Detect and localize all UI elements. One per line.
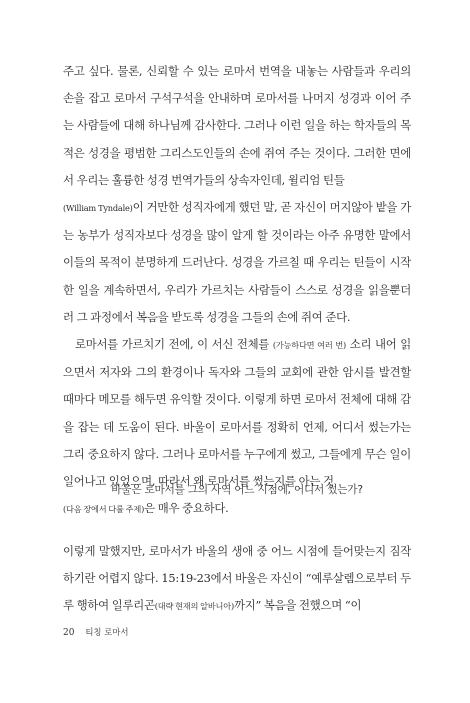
paragraph-text: 은 매우 중요하다. bbox=[144, 501, 229, 516]
paragraph bbox=[63, 331, 411, 495]
body-text bbox=[63, 58, 411, 523]
paragraph-note: (대략 현재의 알바니아) bbox=[154, 601, 234, 612]
body-text-continued bbox=[63, 538, 411, 621]
paragraph bbox=[63, 495, 411, 523]
paragraph-note: (가능하다면 여러 번) bbox=[272, 340, 347, 351]
paragraph bbox=[63, 194, 411, 331]
paragraph-text: 이 거만한 성직자에게 했던 말, 곧 자신이 머지않아 밭을 가는 농부가 성직자보다 성경을 많이 알게 할 것이라는 아주 유명한 말에서 이들의 목적이 분명하게 드러난다. 성경을 가르칠 때 우리는 틴들이 시작한 일을 계속하면서, 우리가 가르치는 사람들이 스스로 성경을 읽을뿐더러 그 과정에서 복음을 받도록 성경을 그들의 손에 쥐여 준다. bbox=[63, 200, 411, 324]
page-footer bbox=[63, 626, 128, 638]
paragraph-note: (William Tyndale) bbox=[63, 203, 133, 214]
paragraph-text: 소리 내어 읽으면서 저자와 그의 환경이나 독자와 그들의 교회에 관한 암시를 발견할 때마다 메모를 해두면 유익할 것이다. 이렇게 하면 로마서 전체에 대해 감을 잡는 데 도움이 된다. 바울이 로마서를 정확히 언제, 어디서 썼는가는 그리 중요하지 않다. 그러나 로마서를 누구에게 썼고, 그들에게 무슨 일이 일어나고 있었으며, 따라서 왜 로마서를 썼는지를 아는 것 bbox=[63, 337, 411, 489]
page-number: 20 bbox=[63, 628, 75, 638]
paragraph bbox=[63, 538, 411, 621]
running-title: 티칭 로마서 bbox=[85, 627, 129, 637]
paragraph-note: (다음 장에서 다룰 주제) bbox=[63, 504, 145, 515]
paragraph-text: 이렇게 말했지만, 로마서가 바울의 생애 중 어느 시점에 들어맞는지 짐작하기란 어렵지 않다. 15:19-23에서 바울은 자신이 “예루살렘으로부터 두루 행하여 일루리곤 bbox=[63, 544, 411, 613]
paragraph-text: 주고 싶다. 물론, 신뢰할 수 있는 로마서 번역을 내놓는 사람들과 우리의 손을 잡고 로마서 구석구석을 안내하며 로마서를 나머지 성경과 이어 주는 사람들에 대해 하나님께 감사한다. 그러나 이런 일을 하는 학자들의 목적은 성경을 평범한 그리스도인들의 손에 쥐여 주는 것이다. 그러한 면에서 우리는 훌륭한 성경 번역가들의 상속자인데, 윌리엄 틴들 bbox=[63, 64, 411, 187]
paragraph-text: 까지” 복음을 전했으며 “이 bbox=[233, 598, 362, 613]
paragraph-text: 로마서를 가르치기 전에, 이 서신 전체를 bbox=[75, 337, 273, 352]
paragraph bbox=[63, 58, 411, 194]
section-heading: 바울은 로마서를 그의 사역 어느 시점에, 어디서 썼는가? bbox=[111, 484, 363, 496]
